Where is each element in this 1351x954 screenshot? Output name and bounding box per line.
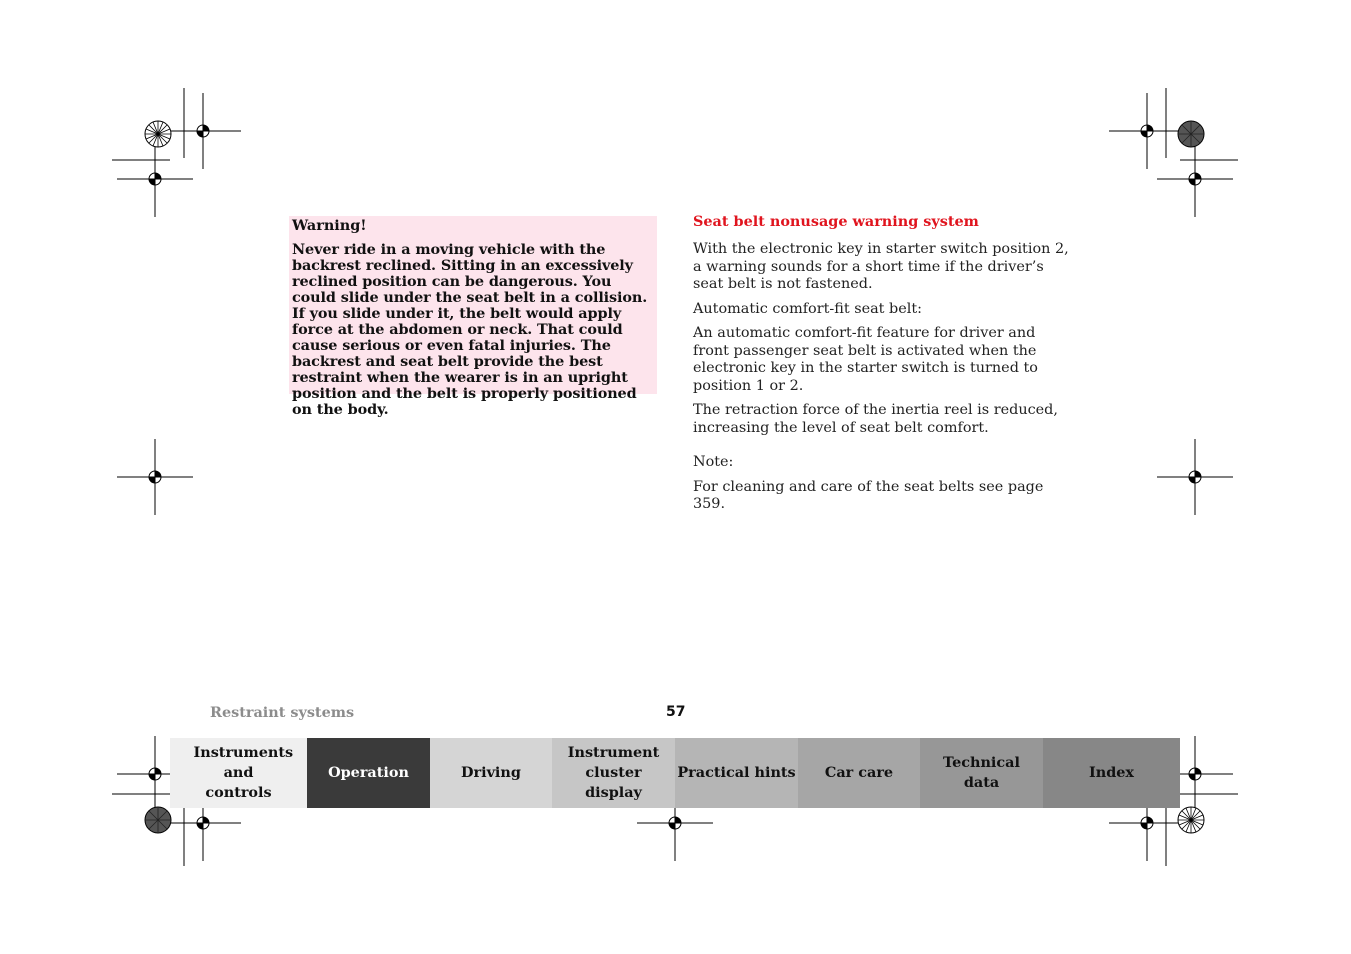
tab-driving[interactable] [430, 738, 552, 808]
note-text: For cleaning and care of the seat belts see page 359. [693, 478, 1044, 512]
warning-title: Warning! [292, 217, 367, 234]
section-name: Restraint systems [210, 704, 355, 721]
content-column [693, 213, 1073, 521]
paragraph-comfort-label: Automatic comfort-fit seat belt: [693, 300, 922, 317]
tab-instruments-and-controls[interactable] [170, 738, 307, 808]
tab-label: Operation [328, 764, 409, 781]
warning-text: Never ride in a moving vehicle with the backrest reclined. Sitting in an excessively reclined position can be dangerous. You could slide under the seat belt in a collision. If you slide under it, the belt would apply force at the abdomen or neck. That could cause serious or even fatal injuries. The backrest and seat belt provide the best restraint when the wearer is in an upright position and the belt is properly positioned on the body. [292, 241, 648, 418]
tab-practical-hints[interactable] [675, 738, 798, 808]
tab-label: Practical hints [677, 764, 796, 781]
section-heading: Seat belt nonusage warning system [693, 213, 979, 230]
page-number: 57 [666, 704, 686, 720]
tab-label: Index [1089, 764, 1134, 781]
tab-label: Car care [824, 764, 894, 781]
warning-box [289, 216, 657, 418]
tab-label: Technical data [943, 754, 1020, 791]
tab-instrument-cluster-display[interactable] [552, 738, 675, 808]
note-label: Note: [693, 454, 734, 470]
paragraph-comfort-feature: An automatic comfort-fit feature for driver and front passenger seat belt is activated when the electronic key in the starter switch is turned to position 1 or 2. [693, 325, 1038, 394]
paragraph-retraction: The retraction force of the inertia reel is reduced, increasing the level of seat belt comfort. [693, 402, 1058, 436]
tab-label: Instruments and controls [193, 744, 294, 801]
tab-car-care[interactable] [798, 738, 920, 808]
paragraph-key-warning: With the electronic key in starter switch position 2, a warning sounds for a short time if the driver’s seat belt is not fastened. [693, 241, 1069, 292]
tab-technical-data[interactable] [920, 738, 1043, 808]
tab-label: Instrument cluster display [567, 744, 660, 801]
chapter-nav [170, 738, 1180, 808]
tab-label: Driving [461, 764, 521, 781]
tab-index[interactable] [1043, 738, 1180, 808]
tab-operation[interactable] [307, 738, 430, 808]
